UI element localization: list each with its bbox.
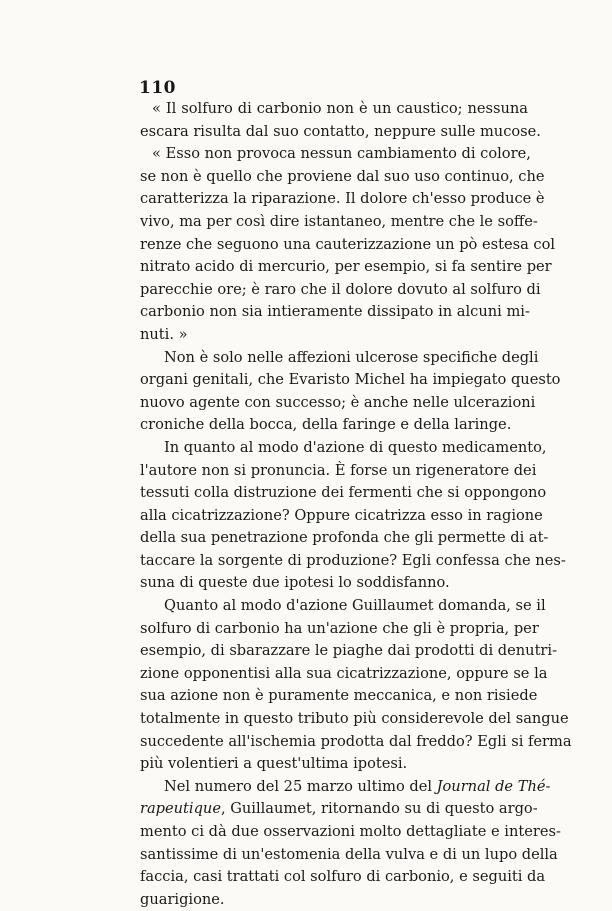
text-line: organi genitali, che Evaristo Michel ha impiegato questo	[140, 371, 561, 389]
body-text	[140, 98, 572, 911]
text-line: croniche della bocca, della faringe e della laringe.	[140, 416, 512, 434]
text-line: l'autore non si pronuncia. È forse un rigeneratore dei	[140, 461, 537, 479]
text-line: suna di queste due ipotesi lo soddisfanno.	[140, 574, 450, 592]
journal-line2-post: , Guillaumet, ritornando su di questo argo-	[220, 800, 538, 818]
journal-title-part2: rapeutique	[140, 800, 221, 818]
text-line: « Il solfuro di carbonio non è un caustico; nessuna	[152, 100, 528, 117]
page-number: 110	[139, 78, 176, 98]
text-line: solfuro di carbonio ha un'azione che gli è propria, per	[140, 619, 539, 637]
text-line: renze che seguono una cauterizzazione un pò estesa col	[140, 235, 556, 253]
text-line: Non è solo nelle affezioni ulcerose specifiche degli	[164, 348, 539, 366]
text-line: se non è quello che proviene dal suo uso continuo, che	[140, 167, 545, 185]
text-line: sua azione non è puramente meccanica, e non risiede	[140, 687, 538, 705]
text-line: In quanto al modo d'azione di questo medicamento,	[164, 438, 547, 456]
text-line: Quanto al modo d'azione Guillaumet domanda, se il	[164, 597, 546, 615]
text-line: tessuti colla distruzione dei fermenti che si oppongono	[140, 484, 547, 502]
text-line: più volentieri a quest'ultima ipotesi.	[140, 755, 408, 773]
text-line: nuti. »	[140, 325, 188, 343]
text-line: totalmente in questo tributo più considerevole del sangue	[140, 710, 569, 728]
text-line: guarigione.	[140, 890, 225, 908]
text-line: faccia, casi trattati col solfuro di carbonio, e seguiti da	[140, 868, 546, 886]
text-line	[140, 776, 551, 799]
text-line: zione opponentisi alla sua cicatrizzazione, oppure se la	[140, 664, 548, 682]
text-line: escara risulta dal suo contatto, neppure sulle mucose.	[140, 122, 541, 140]
text-line: mento ci dà due osservazioni molto dettagliate e interes-	[140, 823, 561, 840]
text-line: caratterizza la riparazione. Il dolore ch'esso produce è	[140, 190, 545, 208]
text-line	[140, 798, 538, 821]
text-line: carbonio non sia intieramente dissipato in alcuni mi-	[140, 303, 530, 321]
text-line: della sua penetrazione profonda che gli permette di at-	[140, 529, 549, 547]
text-line: esempio, di sbarazzare le piaghe dai prodotti di denutri-	[140, 642, 558, 660]
text-line: nitrato acido di mercurio, per esempio, si fa sentire per	[140, 258, 552, 276]
text-line: taccare la sorgente di produzione? Egli confessa che nes-	[140, 551, 566, 569]
text-line: succedente all'ischemia prodotta dal freddo? Egli si ferma	[140, 732, 572, 750]
text-line: alla cicatrizzazione? Oppure cicatrizza esso in ragione	[140, 506, 543, 524]
text-line: « Esso non provoca nessun cambiamento di colore,	[152, 145, 531, 163]
text-line: nuovo agente con successo; è anche nelle ulcerazioni	[140, 393, 536, 411]
text-line: santissime di un'estomenia della vulva e di un lupo della	[140, 845, 558, 863]
text-line: vivo, ma per così dire istantaneo, mentre che le soffe-	[140, 212, 538, 230]
journal-line1-pre: Nel numero del 25 marzo ultimo del	[164, 777, 437, 795]
text-line: parecchie ore; è raro che il dolore dovuto al solfuro di	[140, 280, 541, 298]
journal-title-part1: Journal de Thé-	[436, 777, 551, 795]
paragraph-lines	[140, 98, 572, 776]
